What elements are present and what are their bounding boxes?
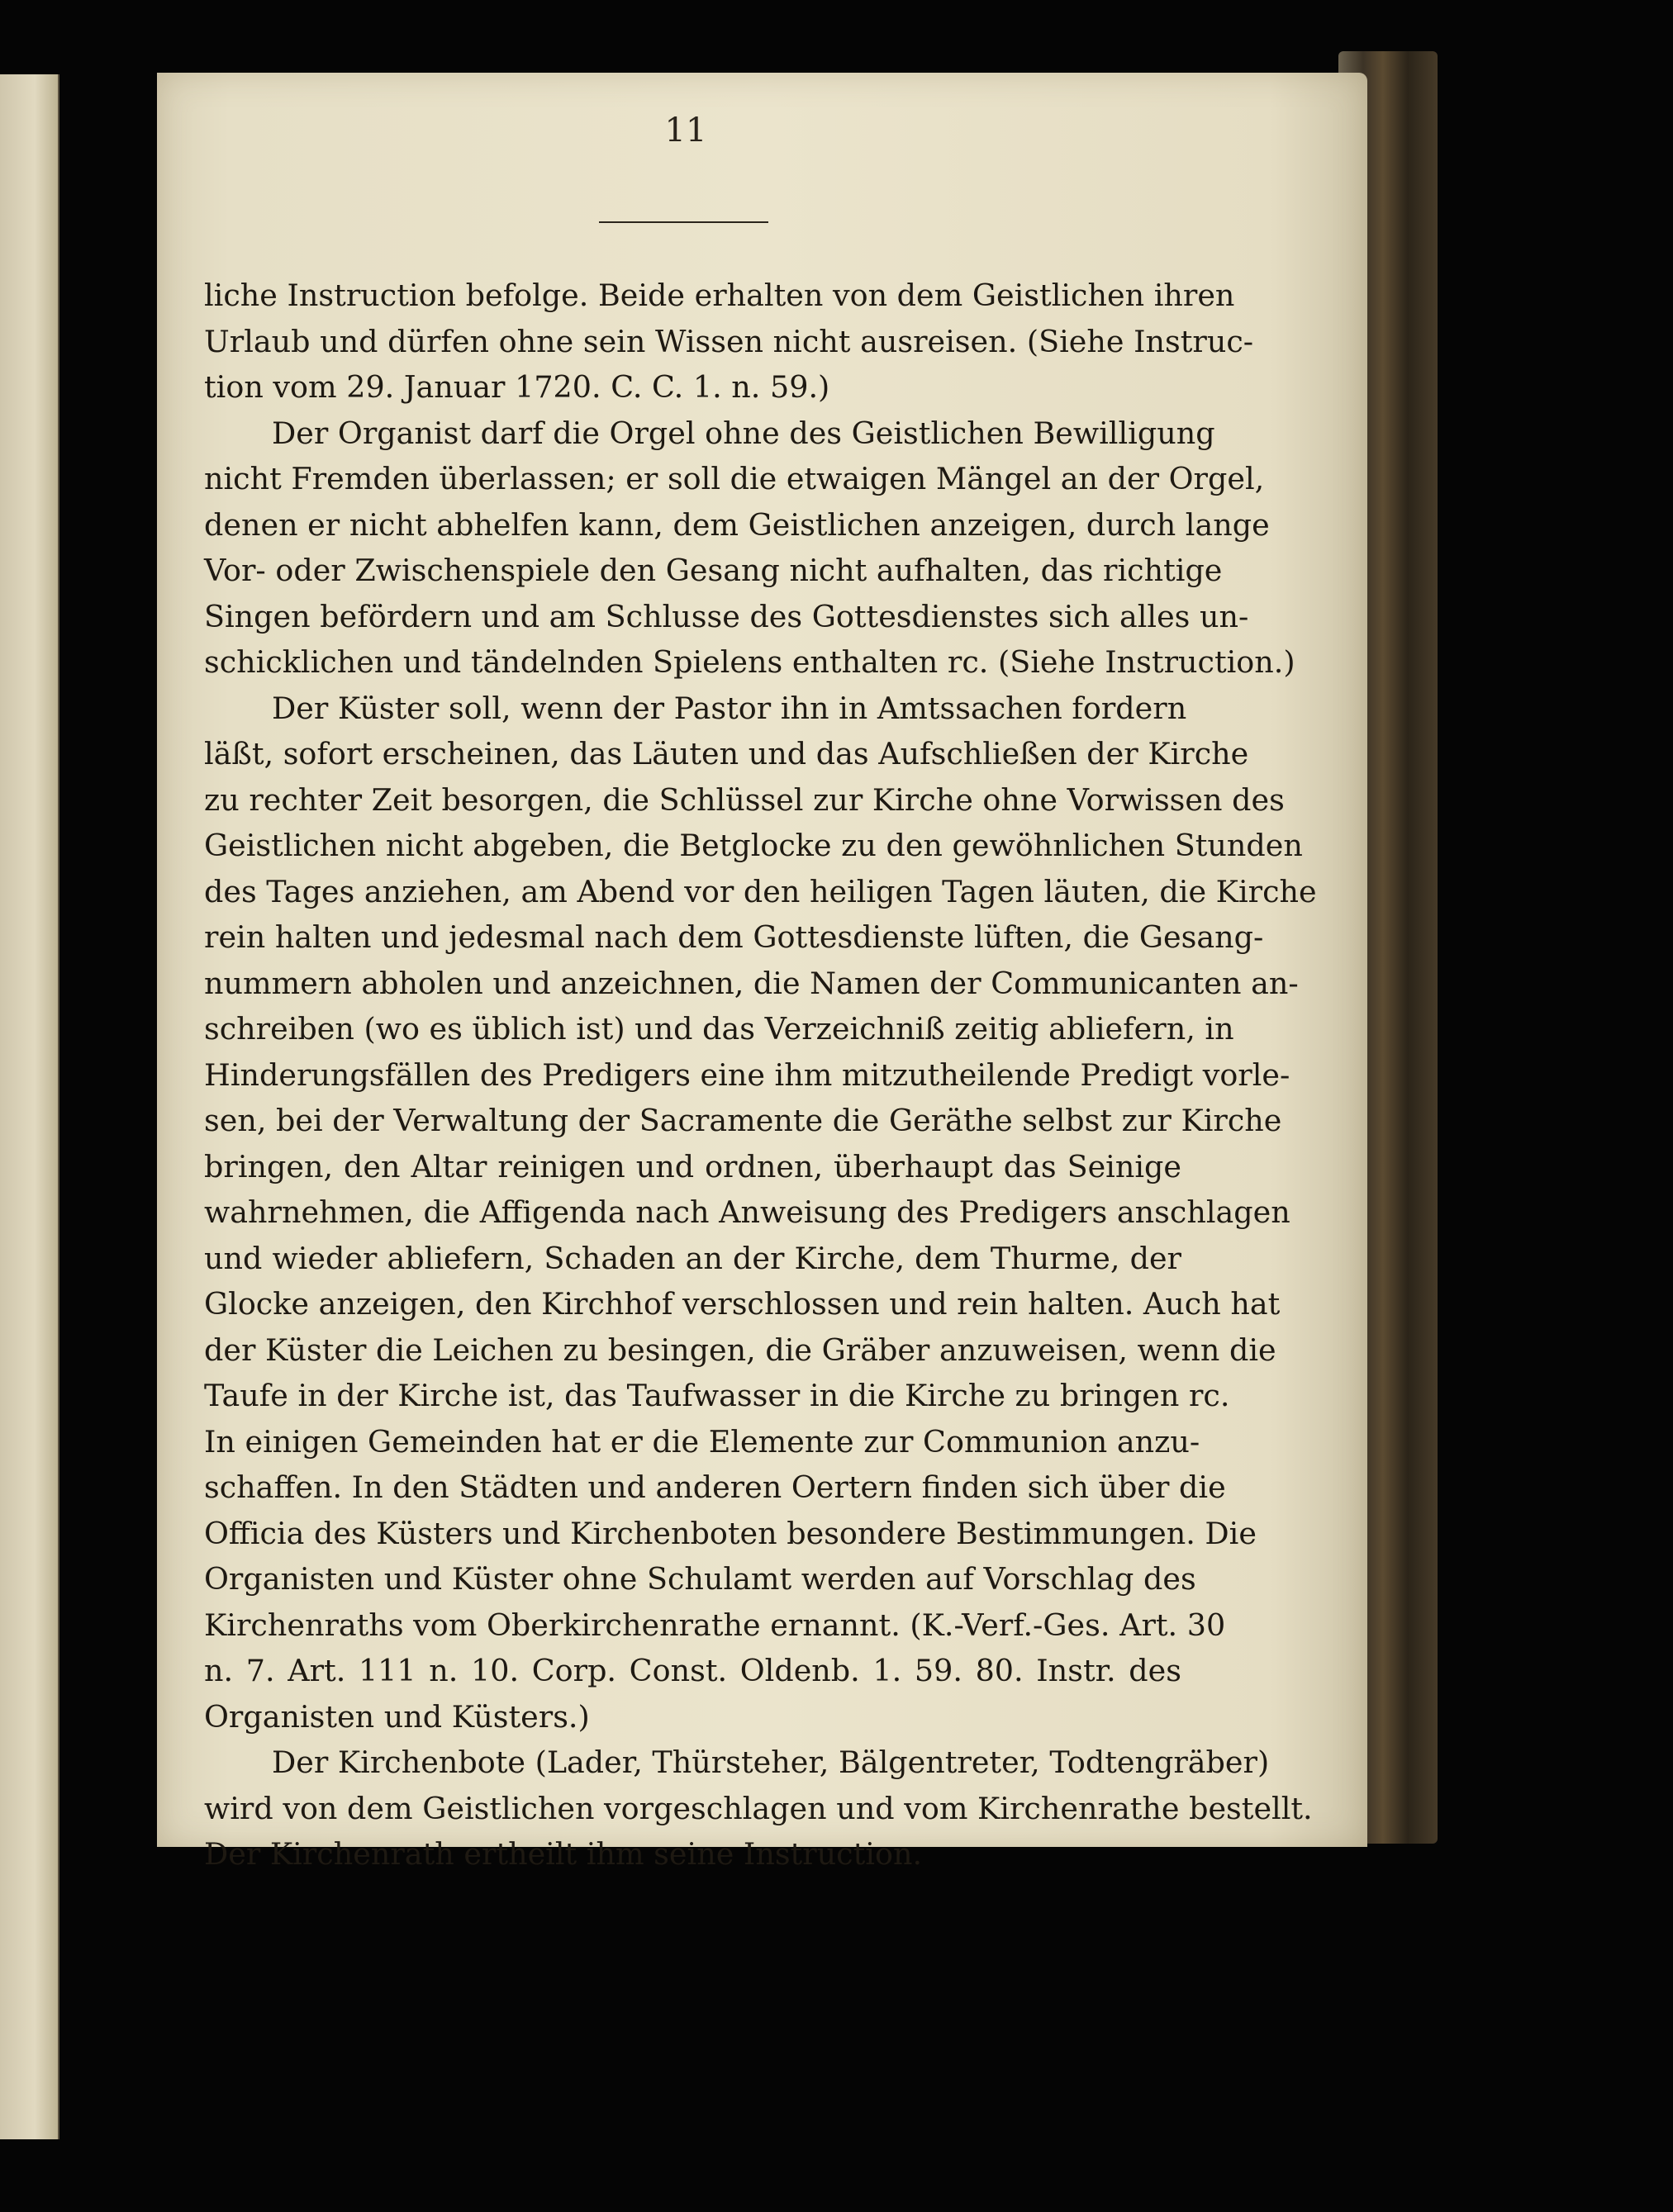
text-line: In einigen Gemeinden hat er die Elemente zur Communion anzu- <box>204 1423 1200 1460</box>
text-line: n. 7. Art. 111 n. 10. Corp. Const. Oldenb. 1. 59. 80. Instr. des <box>204 1653 1181 1688</box>
text-line: Der Kirchenrath ertheilt ihm seine Instruction. <box>204 1836 923 1872</box>
text-line: Geistlichen nicht abgeben, die Betglocke zu den gewöhnlichen Stunden <box>204 828 1303 863</box>
text-line: Taufe in der Kirche ist, das Taufwasser in die Kirche zu bringen rc. <box>204 1378 1230 1413</box>
left-page-edge <box>0 74 59 2139</box>
text-line: wird von dem Geistlichen vorgeschlagen und vom Kirchenrathe bestellt. <box>204 1790 1313 1826</box>
text-line: schreiben (wo es üblich ist) und das Verzeichniß zeitig abliefern, in <box>204 1011 1234 1047</box>
page-number-rule <box>599 221 768 223</box>
text-line: tion vom 29. Januar 1720. C. C. 1. n. 59.) <box>204 369 830 405</box>
text-line: Der Küster soll, wenn der Pastor ihn in Amtssachen fordern <box>272 690 1187 726</box>
text-line: Urlaub und dürfen ohne sein Wissen nicht ausreisen. (Siehe Instruc- <box>204 323 1254 359</box>
text-line: liche Instruction befolge. Beide erhalten von dem Geistlichen ihren <box>204 278 1235 313</box>
text-line: der Küster die Leichen zu besingen, die Gräber anzuweisen, wenn die <box>204 1331 1276 1368</box>
text-line: Der Kirchenbote (Lader, Thürsteher, Bälgentreter, Todtengräber) <box>272 1744 1270 1780</box>
text-line: Der Organist darf die Orgel ohne des Geistlichen Bewilligung <box>272 415 1215 451</box>
page-text <box>204 273 1317 1877</box>
text-line: Glocke anzeigen, den Kirchhof verschlossen und rein halten. Auch hat <box>204 1286 1281 1322</box>
text-line: Singen befördern und am Schlusse des Gottesdienstes sich alles un- <box>204 598 1249 634</box>
text-line: Vor- oder Zwischenspiele den Gesang nicht aufhalten, das richtige <box>204 553 1223 588</box>
text-line: Hinderungsfällen des Predigers eine ihm mitzutheilende Predigt vorle- <box>204 1056 1290 1093</box>
text-line: des Tages anziehen, am Abend vor den heiligen Tagen läuten, die Kirche <box>204 873 1317 909</box>
text-line: und wieder abliefern, Schaden an der Kirche, dem Thurme, der <box>204 1240 1181 1276</box>
text-line: Organisten und Küster ohne Schulamt werden auf Vorschlag des <box>204 1561 1196 1597</box>
text-line: bringen, den Altar reinigen und ordnen, überhaupt das Seinige <box>204 1148 1181 1184</box>
text-line: wahrnehmen, die Affigenda nach Anweisung des Predigers anschlagen <box>204 1194 1290 1230</box>
text-line: denen er nicht abhelfen kann, dem Geistlichen anzeigen, durch lange <box>204 506 1270 543</box>
text-line: schaffen. In den Städten und anderen Oertern finden sich über die <box>204 1469 1226 1505</box>
text-line: zu rechter Zeit besorgen, die Schlüssel zur Kirche ohne Vorwissen des <box>204 781 1285 818</box>
text-line: nummern abholen und anzeichnen, die Namen der Communicanten an- <box>204 965 1299 1001</box>
text-line: läßt, sofort erscheinen, das Läuten und das Aufschließen der Kirche <box>204 736 1249 771</box>
text-line: Kirchenraths vom Oberkirchenrathe ernannt. (K.-Verf.-Ges. Art. 30 <box>204 1607 1226 1643</box>
text-line: Organisten und Küsters.) <box>204 1698 590 1735</box>
text-line: rein halten und jedesmal nach dem Gottesdienste lüften, die Gesang- <box>204 919 1264 955</box>
text-line: schicklichen und tändelnden Spielens enthalten rc. (Siehe Instruction.) <box>204 644 1295 680</box>
text-line: nicht Fremden überlassen; er soll die etwaigen Mängel an der Orgel, <box>204 461 1265 496</box>
text-line: sen, bei der Verwaltung der Sacramente die Geräthe selbst zur Kirche <box>204 1103 1282 1138</box>
page-number: 11 <box>664 112 707 150</box>
text-line: Officia des Küsters und Kirchenboten besondere Bestimmungen. Die <box>204 1515 1257 1551</box>
